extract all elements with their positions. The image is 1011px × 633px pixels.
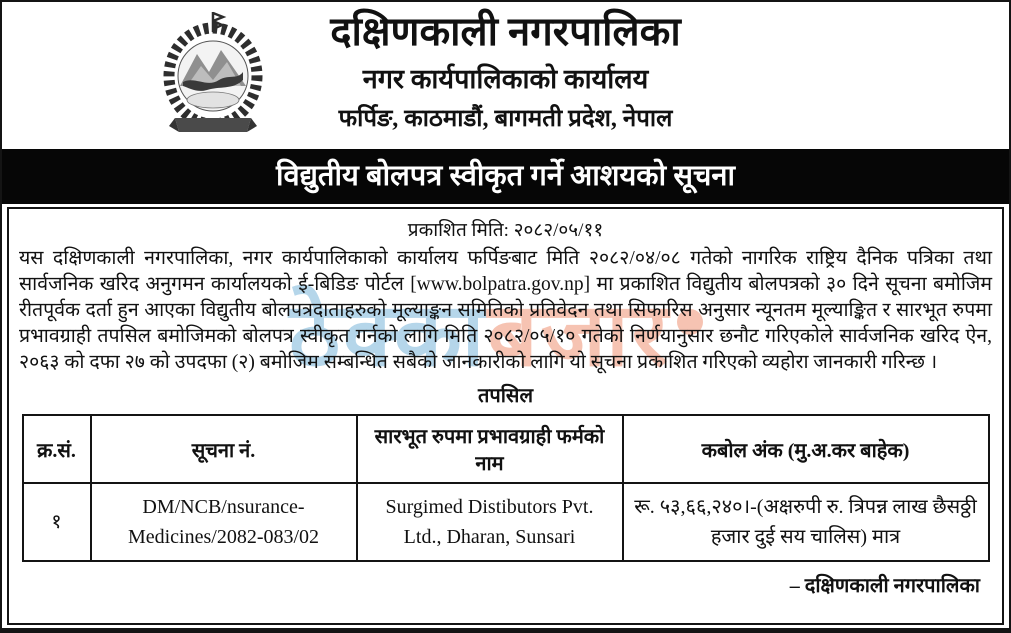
table-row xyxy=(23,483,989,561)
notice-content-box xyxy=(7,207,1004,625)
header-cell-bid-amount: कबोल अंक (मु.अ.कर बाहेक) xyxy=(623,415,989,483)
header-cell-firm-name: सारभूत रुपमा प्रभावग्राही फर्मको नाम xyxy=(357,415,623,483)
nepal-emblem-icon xyxy=(162,10,264,144)
published-date: प्रकाशित मिति: २०८२/०५/११ xyxy=(407,220,604,241)
notice-no-cell: DM/NCB/nsurance-Medicines/2082-083/02 xyxy=(91,483,357,561)
schedule-heading: तपसिल xyxy=(477,385,534,407)
serial-cell: १ xyxy=(23,483,91,561)
firm-name-cell: Surgimed Distibutors Pvt. Ltd., Dharan, Sunsari xyxy=(357,483,623,561)
municipality-title: दक्षिणकाली नगरपालिका xyxy=(330,9,681,54)
watermark-text-primary: ठेक्का xyxy=(289,285,488,384)
watermark-text-secondary: बजार xyxy=(487,285,671,384)
document-header xyxy=(2,2,1009,149)
header-cell-serial: क्र.सं. xyxy=(23,415,91,483)
tender-award-table xyxy=(22,414,990,562)
signature-line: – दक्षिणकाली नगरपालिका xyxy=(789,575,980,597)
notice-banner-title: विद्युतीय बोलपत्र स्वीकृत गर्ने आशयको सूचना xyxy=(2,149,1009,204)
table-header-row xyxy=(23,415,989,483)
header-cell-notice-no: सूचना नं. xyxy=(91,415,357,483)
address-line: फर्पिङ, काठमाडौं, बागमती प्रदेश, नेपाल xyxy=(338,106,673,132)
office-subtitle: नगर कार्यपालिकाको कार्यालय xyxy=(362,64,649,94)
notice-body-paragraph: यस दक्षिणकाली नगरपालिका, नगर कार्यपालिकाको कार्यालय फर्पिङबाट मिति २०८२/०४/०८ गतेको नागरिक राष्ट्रिय दैनिक पत्रिका तथा सार्वजनिक खरिद अनुगमन कार्यालयको ई-बिडिङ पोर्टल [www.bolpatra.gov.np] मा प्रकाशित विद्युतीय बोलपत्रको ३० दिने सूचना बमोजिम रीतपूर्वक दर्ता हुन आएका विद्युतीय बोलपत्रदाताहरुको मूल्याङ्कन समितिको प्रतिवेदन तथा सिफारिस अनुसार न्यूनतम मूल्याङ्कित र सारभूत रुपमा प्रभावग्राही तपसिल बमोजिमको बोलपत्र स्वीकृत गर्नको लागि मिति २०८२/०५/१० गतेको निर्णयानुसार छनौट गरिएकोले सार्वजनिक खरिद ऐन, २०६३ को दफा २७ को उपदफा (२) बमोजिम सम्बन्धित सबैको जानकारीको लागि यो सूचना प्रकाशित गरिएको व्यहोरा जानकारी गरिन्छ । xyxy=(19,248,992,373)
bid-amount-cell: रू. ५३,६६,२४०।-(अक्षरुपी रु. त्रिपन्न लाख छैसठ्ठी हजार दुई सय चालिस) मात्र xyxy=(623,483,989,561)
